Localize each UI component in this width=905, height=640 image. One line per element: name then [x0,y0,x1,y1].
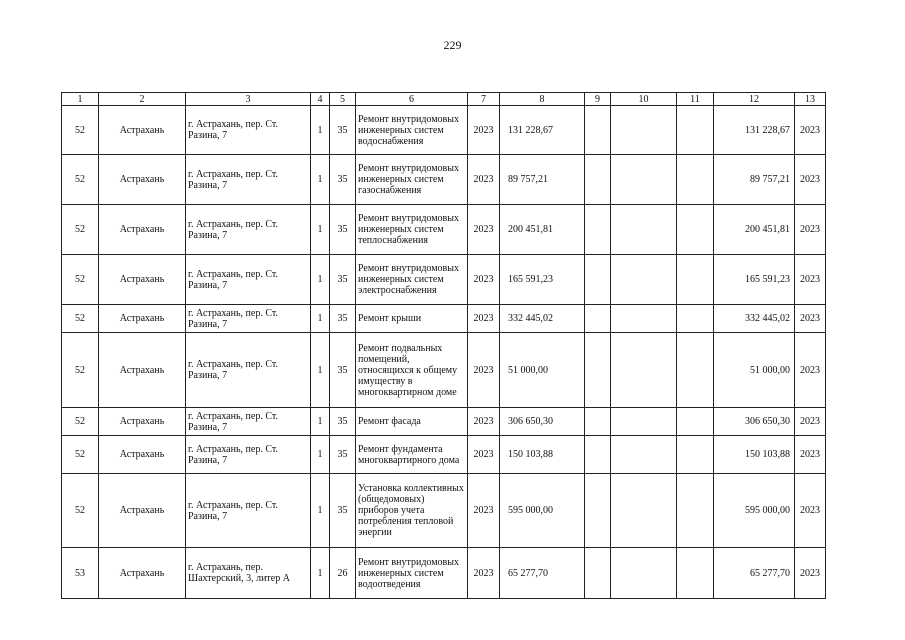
column-number: 4 [311,93,330,106]
end-year-cell: 2023 [795,333,826,408]
col9-cell [585,436,611,474]
city-cell: Астрахань [99,305,186,333]
table-row [62,333,826,408]
row-number-cell: 52 [62,106,99,155]
col10-cell [611,408,677,436]
col5-cell: 35 [330,408,356,436]
col4-cell: 1 [311,408,330,436]
end-year-cell: 2023 [795,205,826,255]
city-cell: Астрахань [99,333,186,408]
year-cell: 2023 [468,548,500,599]
address-cell: г. Астрахань, пер. Ст. Разина, 7 [186,408,311,436]
total-cost-cell: 150 103,88 [500,436,585,474]
col11-cell [677,255,714,305]
year-cell: 2023 [468,155,500,205]
table-row [62,436,826,474]
end-year-cell: 2023 [795,436,826,474]
total-cost-cell: 165 591,23 [500,255,585,305]
city-cell: Астрахань [99,106,186,155]
address-cell: г. Астрахань, пер. Ст. Разина, 7 [186,333,311,408]
col9-cell [585,408,611,436]
col5-cell: 35 [330,333,356,408]
col9-cell [585,548,611,599]
work-type-cell: Ремонт фундамента многоквартирного дома [356,436,468,474]
col10-cell [611,474,677,548]
col4-cell: 1 [311,155,330,205]
col5-cell: 35 [330,205,356,255]
end-year-cell: 2023 [795,255,826,305]
work-type-cell: Ремонт фасада [356,408,468,436]
col4-cell: 1 [311,305,330,333]
row-number-cell: 52 [62,255,99,305]
capital-repair-table [61,92,826,599]
col5-cell: 35 [330,106,356,155]
col11-cell [677,305,714,333]
col10-cell [611,255,677,305]
work-type-cell: Ремонт внутридомовых инженерных систем электроснабжения [356,255,468,305]
col5-cell: 26 [330,548,356,599]
end-year-cell: 2023 [795,106,826,155]
col5-cell: 35 [330,255,356,305]
end-year-cell: 2023 [795,474,826,548]
col5-cell: 35 [330,474,356,548]
col11-cell [677,474,714,548]
table-body [62,93,826,599]
city-cell: Астрахань [99,205,186,255]
year-cell: 2023 [468,436,500,474]
column-number: 2 [99,93,186,106]
fund-cost-cell: 306 650,30 [714,408,795,436]
city-cell: Астрахань [99,155,186,205]
column-number: 9 [585,93,611,106]
city-cell: Астрахань [99,548,186,599]
end-year-cell: 2023 [795,305,826,333]
fund-cost-cell: 51 000,00 [714,333,795,408]
city-cell: Астрахань [99,408,186,436]
row-number-cell: 52 [62,305,99,333]
total-cost-cell: 51 000,00 [500,333,585,408]
work-type-cell: Ремонт внутридомовых инженерных систем водоотведения [356,548,468,599]
col9-cell [585,333,611,408]
address-cell: г. Астрахань, пер. Ст. Разина, 7 [186,155,311,205]
column-number: 3 [186,93,311,106]
col10-cell [611,548,677,599]
page-number: 229 [443,38,462,52]
column-number: 6 [356,93,468,106]
col9-cell [585,474,611,548]
table-row [62,408,826,436]
col10-cell [611,106,677,155]
address-cell: г. Астрахань, пер. Ст. Разина, 7 [186,255,311,305]
table-row [62,155,826,205]
address-cell: г. Астрахань, пер. Ст. Разина, 7 [186,106,311,155]
fund-cost-cell: 150 103,88 [714,436,795,474]
year-cell: 2023 [468,205,500,255]
total-cost-cell: 89 757,21 [500,155,585,205]
column-number: 1 [62,93,99,106]
col9-cell [585,205,611,255]
fund-cost-cell: 65 277,70 [714,548,795,599]
col9-cell [585,255,611,305]
column-number-row [62,93,826,106]
col9-cell [585,305,611,333]
col4-cell: 1 [311,333,330,408]
address-cell: г. Астрахань, пер. Ст. Разина, 7 [186,436,311,474]
fund-cost-cell: 332 445,02 [714,305,795,333]
work-type-cell: Ремонт внутридомовых инженерных систем газоснабжения [356,155,468,205]
year-cell: 2023 [468,408,500,436]
work-type-cell: Ремонт внутридомовых инженерных систем водоснабжения [356,106,468,155]
col4-cell: 1 [311,436,330,474]
end-year-cell: 2023 [795,408,826,436]
col10-cell [611,436,677,474]
row-number-cell: 52 [62,408,99,436]
column-number: 12 [714,93,795,106]
row-number-cell: 52 [62,436,99,474]
col10-cell [611,155,677,205]
fund-cost-cell: 200 451,81 [714,205,795,255]
fund-cost-cell: 89 757,21 [714,155,795,205]
table-row [62,474,826,548]
col11-cell [677,548,714,599]
year-cell: 2023 [468,106,500,155]
col4-cell: 1 [311,548,330,599]
city-cell: Астрахань [99,436,186,474]
total-cost-cell: 306 650,30 [500,408,585,436]
col5-cell: 35 [330,436,356,474]
address-cell: г. Астрахань, пер. Ст. Разина, 7 [186,305,311,333]
col4-cell: 1 [311,106,330,155]
year-cell: 2023 [468,474,500,548]
row-number-cell: 52 [62,474,99,548]
column-number: 11 [677,93,714,106]
col9-cell [585,155,611,205]
table-row [62,548,826,599]
col11-cell [677,436,714,474]
row-number-cell: 52 [62,205,99,255]
total-cost-cell: 131 228,67 [500,106,585,155]
table-row [62,305,826,333]
total-cost-cell: 595 000,00 [500,474,585,548]
total-cost-cell: 65 277,70 [500,548,585,599]
col11-cell [677,205,714,255]
column-number: 10 [611,93,677,106]
col11-cell [677,106,714,155]
col10-cell [611,333,677,408]
col11-cell [677,333,714,408]
col9-cell [585,106,611,155]
address-cell: г. Астрахань, пер. Ст. Разина, 7 [186,474,311,548]
year-cell: 2023 [468,305,500,333]
column-number: 5 [330,93,356,106]
fund-cost-cell: 165 591,23 [714,255,795,305]
col4-cell: 1 [311,205,330,255]
city-cell: Астрахань [99,474,186,548]
year-cell: 2023 [468,255,500,305]
row-number-cell: 52 [62,155,99,205]
col5-cell: 35 [330,155,356,205]
work-type-cell: Установка коллективных (общедомовых) приборов учета потребления тепловой энергии [356,474,468,548]
col10-cell [611,305,677,333]
address-cell: г. Астрахань, пер. Шахтерский, 3, литер А [186,548,311,599]
fund-cost-cell: 131 228,67 [714,106,795,155]
table-row [62,106,826,155]
column-number: 8 [500,93,585,106]
col11-cell [677,155,714,205]
row-number-cell: 52 [62,333,99,408]
address-cell: г. Астрахань, пер. Ст. Разина, 7 [186,205,311,255]
table-row [62,255,826,305]
column-number: 13 [795,93,826,106]
col11-cell [677,408,714,436]
total-cost-cell: 200 451,81 [500,205,585,255]
column-number: 7 [468,93,500,106]
row-number-cell: 53 [62,548,99,599]
city-cell: Астрахань [99,255,186,305]
work-type-cell: Ремонт внутридомовых инженерных систем теплоснабжения [356,205,468,255]
col4-cell: 1 [311,255,330,305]
col10-cell [611,205,677,255]
work-type-cell: Ремонт крыши [356,305,468,333]
fund-cost-cell: 595 000,00 [714,474,795,548]
year-cell: 2023 [468,333,500,408]
col4-cell: 1 [311,474,330,548]
work-type-cell: Ремонт подвальных помещений, относящихся к общему имуществу в многоквартирном доме [356,333,468,408]
table-row [62,205,826,255]
end-year-cell: 2023 [795,155,826,205]
total-cost-cell: 332 445,02 [500,305,585,333]
end-year-cell: 2023 [795,548,826,599]
col5-cell: 35 [330,305,356,333]
